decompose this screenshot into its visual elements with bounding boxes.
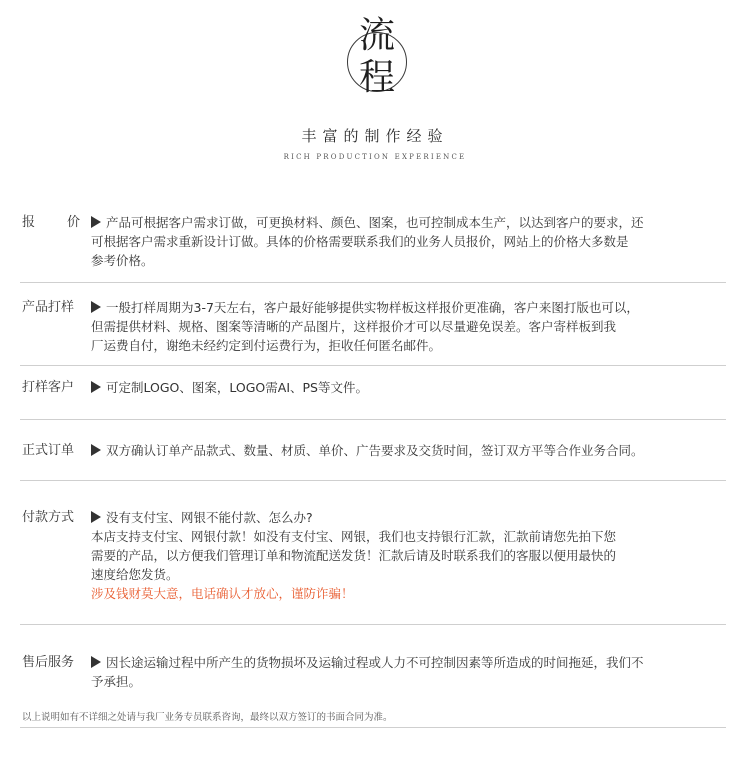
content-line: 产品可根据客户需求订做，可更换材料、颜色、图案，也可控制成本生产，以达到客户的要求，还 [106,215,644,230]
footer-note: 以上说明如有不详细之处请与我厂业务专员联系咨询，最终以双方签订的书面合同为准。 [22,712,393,723]
section-label-quote-part-2: 价 [66,215,80,230]
section-divider [20,365,726,366]
footer-divider [20,727,726,728]
section-content-after-sales [91,653,721,691]
content-line: 厂运费自付，谢绝未经约定到付运费行为，拒收任何匿名邮件。 [91,338,442,353]
section-label-formal-order: 正式订单 [22,443,75,458]
content-line: 但需提供材料、规格、图案等清晰的产品图片，这样报价才可以尽量避免误差。客户寄样板到我 [91,319,617,334]
section-divider [20,624,726,625]
fraud-warning-text: 涉及钱财莫大意，电话确认才放心，谨防诈骗！ [91,586,354,601]
bullet-arrow-icon [91,511,101,523]
section-label-sample-customer: 打样客户 [22,380,75,395]
content-line: 双方确认订单产品款式、数量、材质、单价、广告要求及交货时间，签订双方平等合作业务合同。 [106,443,644,458]
section-divider [20,419,726,420]
content-line: 一般打样周期为3-7天左右，客户最好能够提供实物样板这样报价更准确，客户来图打版也可以， [106,300,639,315]
title-char-1: 流 [358,15,395,56]
section-label-quote [22,213,80,232]
bullet-arrow-icon [91,656,101,668]
section-divider [20,480,726,481]
subtitle: 丰富的制作经验 [301,127,449,145]
bullet-arrow-icon [91,301,101,313]
content-line: 因长途运输过程中所产生的货物损坏及运输过程或人力不可控制因素等所造成的时间拖延，我们不 [106,655,644,670]
section-label-sample-production: 产品打样 [22,300,75,315]
section-content-sample-production [91,298,721,355]
section-label-payment: 付款方式 [22,510,75,525]
content-line: 参考价格。 [91,253,154,268]
header [0,0,750,180]
section-label-quote-part-1: 报 [22,215,36,230]
bullet-arrow-icon [91,216,101,228]
content-line: 没有支付宝、网银不能付款、怎么办? [106,510,313,525]
section-divider [20,282,726,283]
content-line: 速度给您发货。 [91,567,179,582]
content-line: 予承担。 [91,674,142,689]
bullet-arrow-icon [91,444,101,456]
title-char-2: 程 [358,57,395,98]
section-content-sample-customer [91,378,721,397]
subtitle-english: RICH PRODUCTION EXPERIENCE [283,153,467,161]
content-line: 可根据客户需求重新设计订做。具体的价格需要联系我们的业务人员报价，网站上的价格大多数是 [91,234,629,249]
bullet-arrow-icon [91,381,101,393]
content-line: 需要的产品，以方便我们管理订单和物流配送发货！汇款后请及时联系我们的客服以便用最快的 [91,548,617,563]
section-content-payment [91,508,721,603]
section-label-after-sales: 售后服务 [22,655,75,670]
section-content-quote [91,213,721,270]
section-content-formal-order [91,441,721,460]
content-line: 可定制LOGO、图案，LOGO需AI、PS等文件。 [106,380,368,395]
content-line: 本店支持支付宝、网银付款！如没有支付宝、网银，我们也支持银行汇款，汇款前请您先拍下您 [91,529,617,544]
